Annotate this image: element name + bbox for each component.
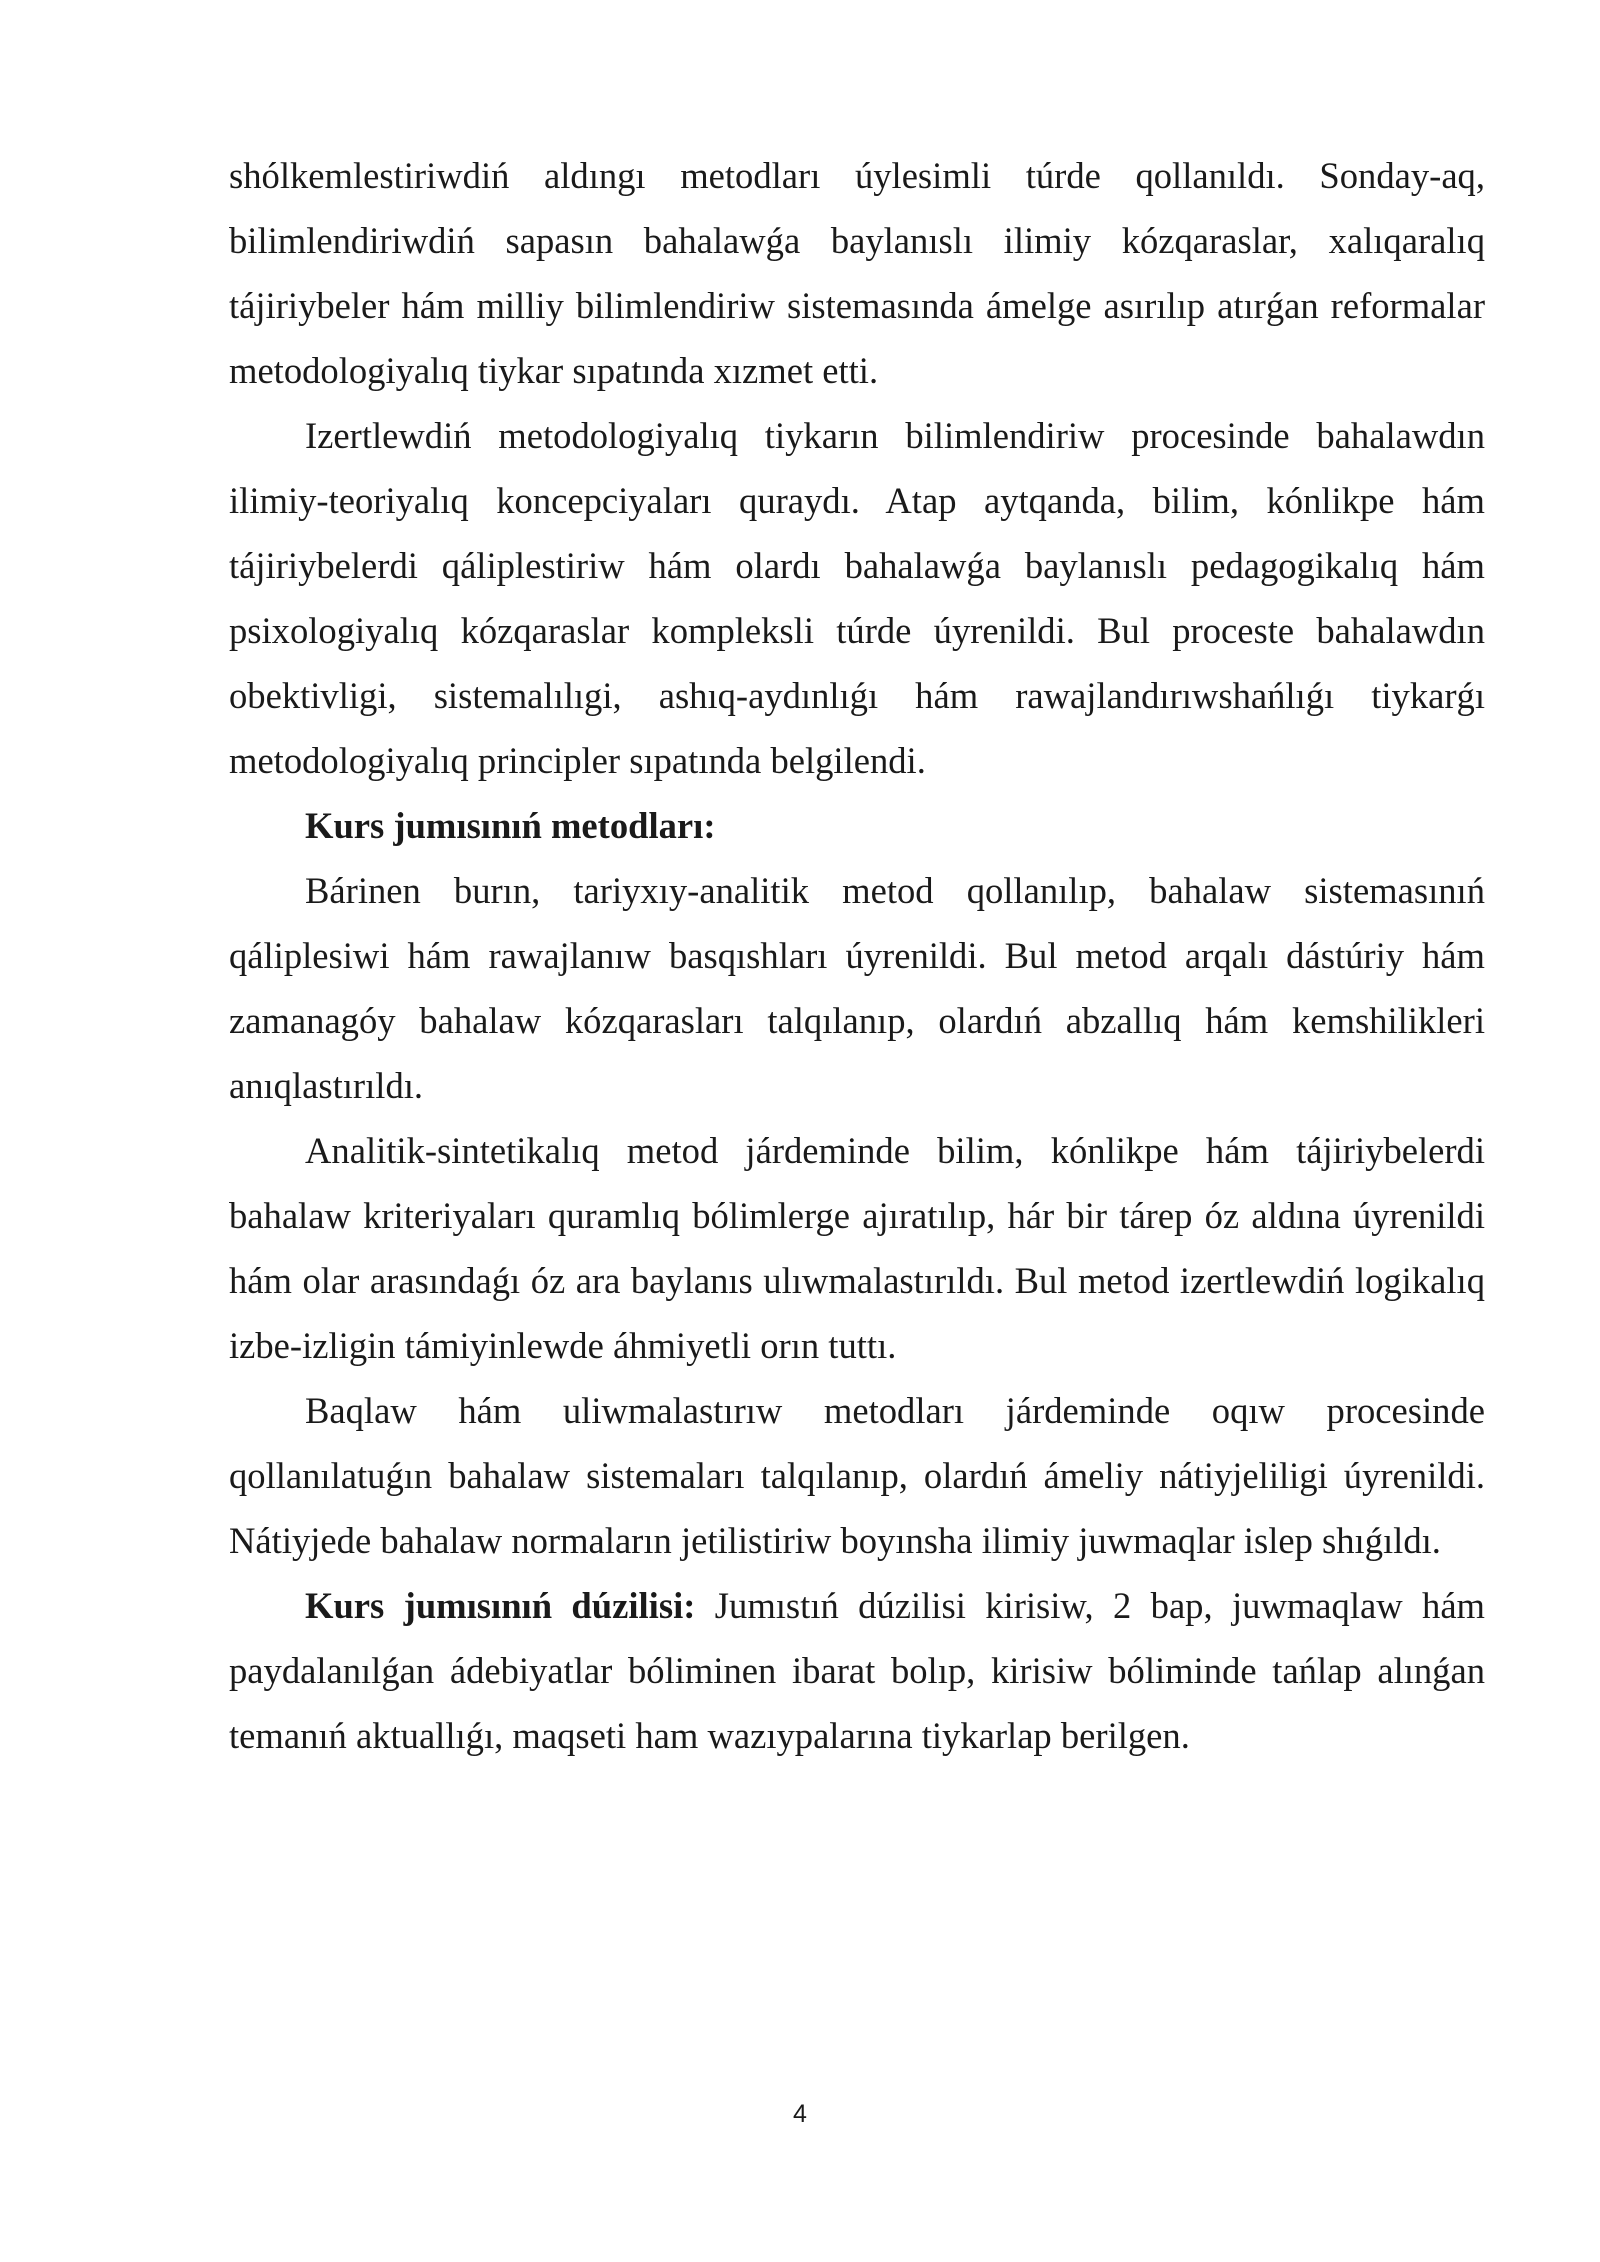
paragraph-course-structure (229, 1573, 1485, 1768)
page-number: 4 (793, 2100, 807, 2128)
paragraph-analytic-synthetic-method: Analitik-sintetikalıq metod járdeminde bilim, kónlikpe hám tájiriybelerdi bahalaw kriteriyaları quramlıq bólimlerge ajıratılıp, hár bir tárep óz aldına úyrenildi hám olar arasındaǵı óz ara baylanıs ulıwmalastırıldı. Bul metod izertlewdiń logikalıq izbe-izligin támiyinlewde áhmiyetli orın tuttı. (229, 1130, 1485, 1366)
paragraph-historical-analytic-method: Bárinen burın, tariyxıy-analitik metod qollanılıp, bahalaw sistemasınıń qáliplesiwi hám rawajlanıw basqıshları úyrenildi. Bul metod arqalı dástúriy hám zamanagóy bahalaw kózqarasları talqılanıp, olardıń abzallıq hám kemshilikleri anıqlastırıldı. (229, 870, 1485, 1106)
paragraph-observation-method: Baqlaw hám uliwmalastırıw metodları járdeminde oqıw procesinde qollanılatuǵın bahalaw sistemaları talqılanıp, olardıń ámeliy nátiyjeliligi úyrenildi. Nátiyjede bahalaw normaların jetilistiriw boyınsha ilimiy juwmaqlar islep shıǵıldı. (229, 1390, 1485, 1561)
heading-course-structure: Kurs jumısınıń dúzilisi: (305, 1585, 696, 1626)
paragraph-methodological-basis: Izertlewdiń metodologiyalıq tiykarın bilimlendiriw procesinde bahalawdın ilimiy-teoriyalıq koncepciyaları quraydı. Atap aytqanda, bilim, kónlikpe hám tájiriybelerdi qáliplestiriw hám olardı bahalawǵa baylanıslı pedagogikalıq hám psixologiyalıq kózqaraslar kompleksli túrde úyrenildi. Bul proceste bahalawdın obektivligi, sistemalılıgi, ashıq-aydınlıǵı hám rawajlandırıwshańlıǵı tiykarǵı metodologiyalıq principler sıpatında belgilendi. (229, 415, 1485, 781)
heading-course-methods: Kurs jumısınıń metodları: (305, 805, 716, 846)
paragraph-methods-continuation: shólkemlestiriwdiń aldıngı metodları úylesimli túrde qollanıldı. Sonday-aq, bilimlendiriwdiń sapasın bahalawǵa baylanıslı ilimiy kózqaraslar, xalıqaralıq tájiriybeler hám milliy bilimlendiriw sistemasında ámelge asırılıp atırǵan reformalar metodologiyalıq tiykar sıpatında xızmet etti. (229, 155, 1485, 391)
course-structure-text: Jumıstıń dúzilisi kirisiw, 2 bap, juwmaqlaw hám paydalanılǵan ádebiyatlar bóliminen ibarat bolıp, kirisiw bóliminde tańlap alınǵan temanıń aktuallıǵı, maqseti ham wazıypalarına tiykarlap berilgen. (229, 1585, 1486, 1756)
body-text (229, 143, 1485, 1768)
